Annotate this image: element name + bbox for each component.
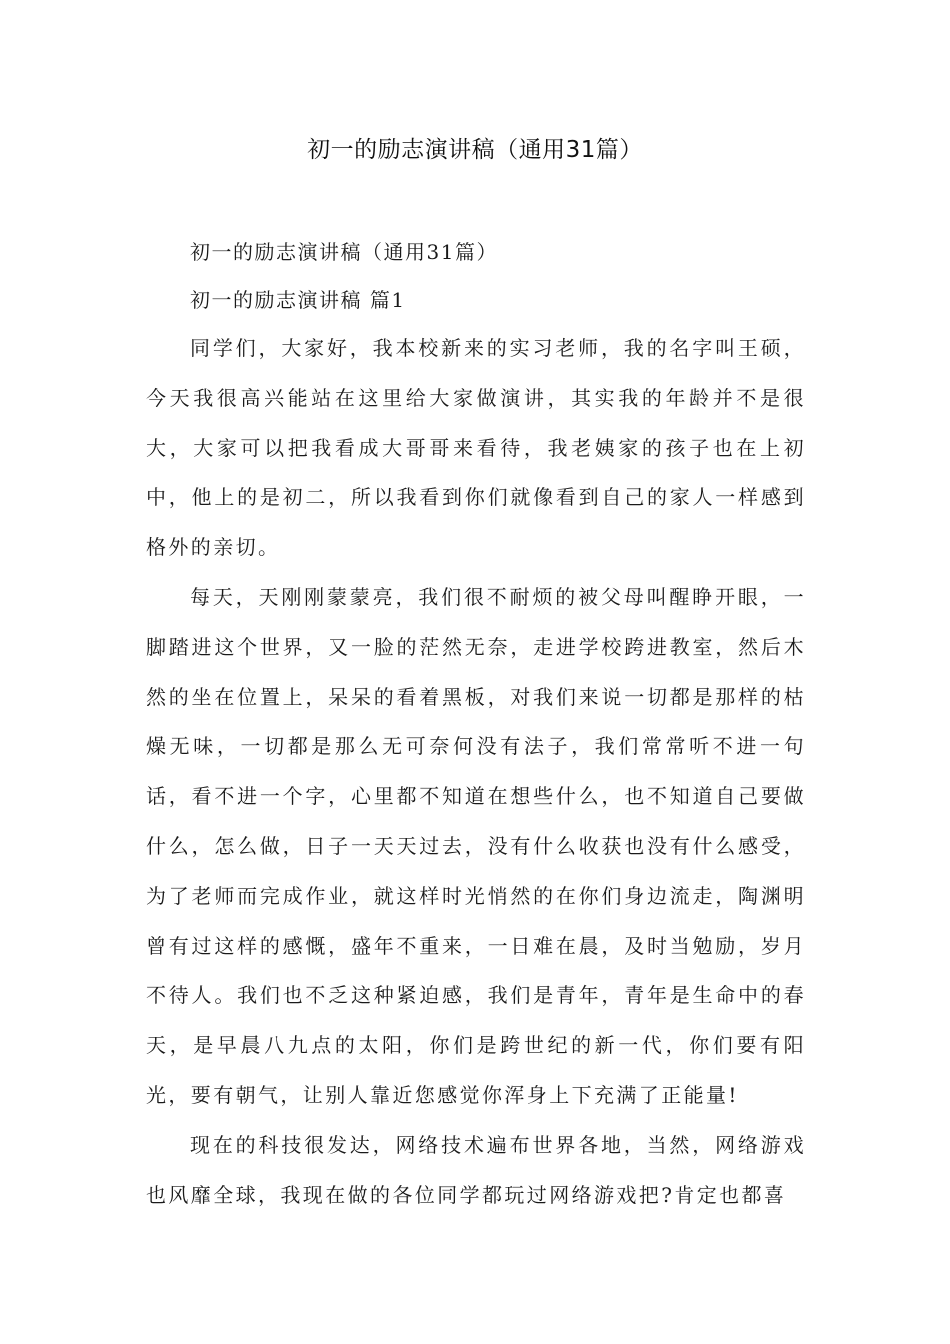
document-title: 初一的励志演讲稿（通用31篇）: [307, 137, 643, 163]
section-heading: 初一的励志演讲稿 篇1: [190, 288, 406, 312]
document-body: [146, 228, 806, 1220]
paragraph: 每天，天刚刚蒙蒙亮，我们很不耐烦的被父母叫醒睁开眼，一脚踏进这个世界，又一脸的茫然无奈，走进学校跨进教室，然后木然的坐在位置上，呆呆的看着黑板，对我们来说一切都是那样的枯燥无味，一切都是那么无可奈何没有法子，我们常常听不进一句话，看不进一个字，心里都不知道在想些什么，也不知道自己要做什么，怎么做，日子一天天过去，没有什么收获也没有什么感受，为了老师而完成作业，就这样时光悄然的在你们身边流走，陶渊明曾有过这样的感慨，盛年不重来，一日难在晨，及时当勉励，岁月不待人。我们也不乏这种紧迫感，我们是青年，青年是生命中的春天，是早晨八九点的太阳，你们是跨世纪的新一代，你们要有阳光，要有朝气，让别人靠近您感觉你浑身上下充满了正能量!: [146, 584, 806, 1107]
document-subtitle: 初一的励志演讲稿（通用31篇）: [190, 240, 498, 264]
paragraph: 现在的科技很发达，网络技术遍布世界各地，当然，网络游戏也风靡全球，我现在做的各位同学都玩过网络游戏把?肯定也都喜: [146, 1132, 806, 1207]
paragraph: 同学们，大家好，我本校新来的实习老师，我的名字叫王硕，今天我很高兴能站在这里给大家做演讲，其实我的年龄并不是很大，大家可以把我看成大哥哥来看待，我老姨家的孩子也在上初中，他上的是初二，所以我看到你们就像看到自己的家人一样感到格外的亲切。: [146, 336, 806, 560]
